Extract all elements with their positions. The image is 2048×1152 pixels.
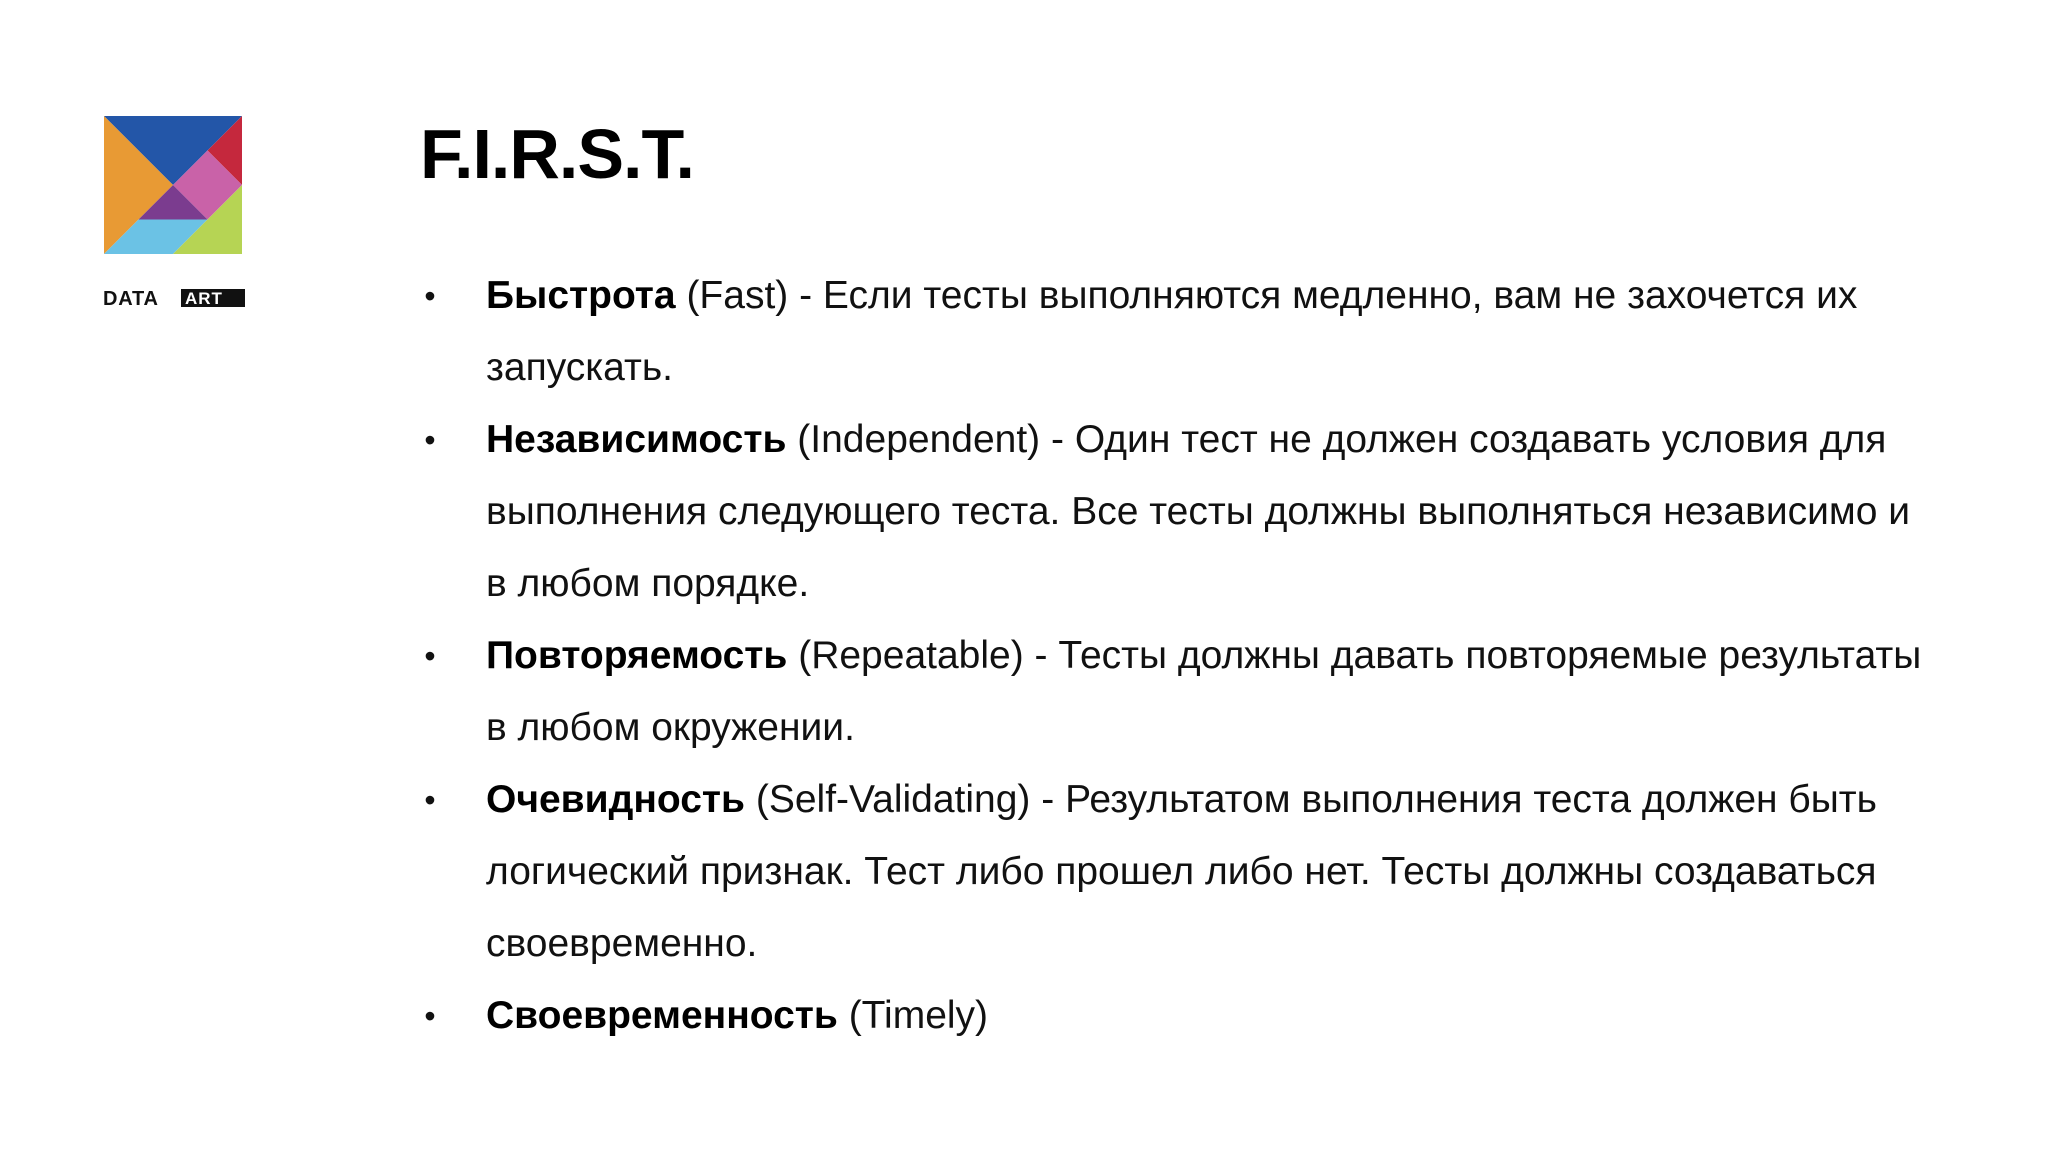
tangram-logo-icon [104,116,242,254]
svg-text:DATA: DATA [103,288,159,310]
bullet-dot-icon: • [424,782,436,818]
bullet-term: Быстрота [486,274,676,317]
bullet-english: (Timely) [848,994,989,1037]
bullet-text: - Тесты должны давать повторяемые результаты в любом окружении. [486,634,1922,749]
bullet-self-validating [420,764,1940,980]
bullet-english: (Fast) [686,274,789,317]
bullet-fast [420,260,1940,404]
bullet-english: (Independent) [797,418,1041,461]
bullet-term: Повторяемость [486,634,788,677]
bullet-dot-icon: • [424,638,436,674]
bullet-english: (Repeatable) [798,634,1024,677]
bullet-dot-icon: • [424,422,436,458]
bullet-term: Очевидность [486,778,746,821]
bullet-english: (Self-Validating) [755,778,1031,821]
bullet-timely [420,980,1940,1052]
dataart-wordmark [103,286,245,310]
bullet-term: Своевременность [486,994,838,1037]
bullet-independent [420,404,1940,620]
bullet-text: - Один тест не должен создавать условия для выполнения следующего теста. Все тесты должны выполняться независимо и в любом порядке. [486,418,1911,605]
bullet-repeatable [420,620,1940,764]
svg-text:ART: ART [185,289,223,308]
dataart-logo-mark [104,116,242,254]
dataart-wordmark-icon [103,286,245,310]
bullet-dot-icon: • [424,278,436,314]
bullet-dot-icon: • [424,998,436,1034]
bullet-text: - Если тесты выполняются медленно, вам не захочется их запускать. [486,274,1858,389]
bullet-list [420,260,1940,1052]
slide-title: F.I.R.S.T. [420,115,694,193]
bullet-text: - Результатом выполнения теста должен быть логический признак. Тест либо прошел либо нет. Тесты должны создаваться своевременно. [486,778,1877,965]
bullet-term: Независимость [486,418,787,461]
